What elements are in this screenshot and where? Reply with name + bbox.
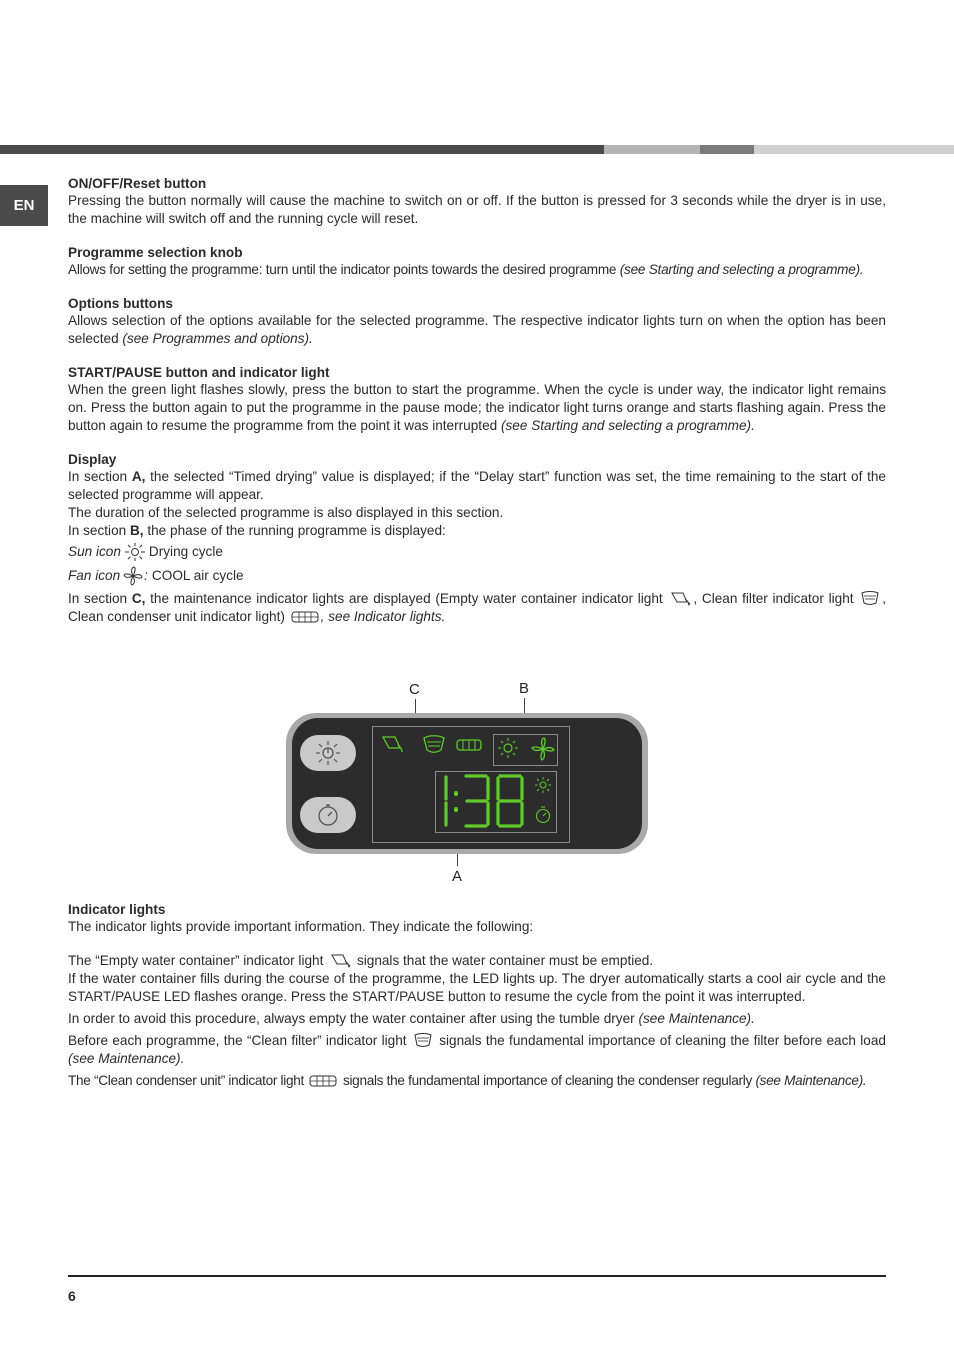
section-body: Pressing the button normally will cause the machine to switch on or off. If the button is pressed for 3 seconds while the dryer is in use, the machine will switch off and the running cycle will reset. — [68, 193, 886, 226]
section-letter-b: B, — [129, 523, 144, 538]
header-color-bar — [0, 145, 954, 154]
cross-reference: (see Maintenance). — [755, 1073, 867, 1088]
body-text: Allows selection of the options available for the selected programme. The respective indicator lights turn on when the option has been selected — [68, 313, 886, 346]
delay-timer-button[interactable] — [300, 797, 356, 833]
filter-icon — [413, 1032, 433, 1048]
section-title: ON/OFF/Reset button — [68, 176, 207, 191]
text: The “Empty water container” indicator light — [68, 953, 324, 968]
text: In section — [68, 469, 128, 484]
indicator-filter — [68, 1032, 886, 1068]
section-body — [68, 381, 886, 435]
indicator-condenser — [68, 1072, 886, 1090]
section-title: START/PAUSE button and indicator light — [68, 365, 330, 380]
section-body — [68, 312, 886, 348]
text: signals the fundamental importance of cleaning the filter before each load — [439, 1033, 886, 1048]
label-a: A — [452, 868, 463, 885]
condenser-led-icon — [456, 738, 482, 752]
section-display — [68, 451, 886, 626]
control-panel-diagram — [280, 676, 660, 886]
section-letter-a: A, — [131, 469, 146, 484]
filter-led-icon — [422, 734, 446, 754]
sun-icon — [123, 542, 147, 562]
cross-reference: , see Indicator lights. — [320, 609, 446, 624]
text: , Clean filter indicator light — [693, 591, 854, 606]
cross-reference: (see Maintenance). — [638, 1011, 755, 1026]
cross-reference: (see Maintenance). — [68, 1051, 185, 1066]
text: signals the fundamental importance of cleaning the condenser regularly — [342, 1073, 752, 1088]
timed-drying-sun-led-icon — [533, 776, 553, 794]
main-content — [68, 175, 886, 642]
page-number: 6 — [68, 1288, 76, 1304]
timer-icon — [315, 802, 341, 828]
filter-icon — [860, 590, 880, 606]
fan-led-icon — [531, 737, 555, 761]
indicator-avoid — [68, 1010, 886, 1028]
cross-reference: (see Programmes and options). — [122, 331, 313, 346]
text: Before each programme, the “Clean filter” indicator light — [68, 1033, 407, 1048]
bar-segment-pale — [754, 145, 954, 154]
footer-rule — [68, 1275, 886, 1277]
text: In section — [68, 523, 127, 538]
condenser-icon — [309, 1074, 337, 1088]
display-line-c — [68, 590, 886, 626]
section-title: Options buttons — [68, 296, 173, 311]
text: the maintenance indicator lights are displayed (Empty water container indicator light — [150, 591, 663, 606]
text: The “Clean condenser unit” indicator light — [68, 1073, 304, 1088]
bar-segment-dark — [0, 145, 604, 154]
water-container-icon — [329, 952, 351, 968]
condenser-icon — [291, 610, 319, 624]
fan-icon-description: COOL air cycle — [151, 568, 244, 583]
sun-led-icon — [496, 737, 520, 759]
fan-icon-line — [68, 566, 886, 586]
water-container-led-icon — [380, 734, 406, 756]
section-title: Display — [68, 452, 117, 467]
text: the selected “Timed drying” value is displayed; if the “Delay start” function was set, the time remaining to the start of the selected programme will appear. — [68, 469, 886, 502]
text: the phase of the running programme is displayed: — [147, 523, 446, 538]
indicator-intro: The indicator lights provide important information. They indicate the following: — [68, 919, 534, 934]
label-b: B — [519, 680, 530, 697]
indicator-water-detail: If the water container fills during the course of the programme, the LED lights up. The dryer automatically starts a cool air cycle and the START/PAUSE LED flashes orange. Press the START/PAUSE button to resume the cycle from the point it was interrupted. — [68, 971, 886, 1004]
body-text: Allows for setting the programme: turn until the indicator points towards the desired programme — [68, 262, 617, 277]
body-text: When the green light flashes slowly, press the button to start the programme. When the cycle is under way, the indicator light remains on. Press the button again to put the programme in the pause mode; the indicator light turns orange and starts flashing again. Press the button again to resume the programme from the point it was interrupted — [68, 382, 886, 433]
time-display — [440, 773, 528, 829]
fan-icon-colon: : — [144, 568, 148, 583]
fan-icon-label: Fan icon — [68, 568, 121, 583]
cross-reference: (see Starting and selecting a programme). — [500, 418, 755, 433]
indicator-lights-section — [68, 901, 886, 1090]
text: signals that the water container must be emptied. — [356, 953, 654, 968]
sun-icon-line — [68, 542, 886, 562]
display-line-duration: The duration of the selected programme is also displayed in this section. — [68, 505, 504, 520]
text: In section — [68, 591, 128, 606]
section-title: Programme selection knob — [68, 245, 243, 260]
bar-segment-mid — [700, 145, 754, 154]
delay-timer-led-icon — [534, 805, 552, 825]
display-line-b — [68, 522, 886, 540]
label-c: C — [409, 681, 420, 698]
water-container-icon — [669, 590, 691, 606]
display-line-a — [68, 468, 886, 504]
bar-segment-light — [604, 145, 700, 154]
section-onoff — [68, 175, 886, 228]
section-startpause — [68, 364, 886, 435]
section-title: Indicator lights — [68, 902, 166, 917]
sun-icon-label: Sun icon — [68, 544, 121, 559]
sun-icon-description: Drying cycle — [148, 544, 223, 559]
text: In order to avoid this procedure, always empty the water container after using the tumble dryer — [68, 1011, 635, 1026]
section-knob — [68, 244, 886, 279]
text: , Clean condenser unit indicator light) — [68, 591, 887, 624]
power-sun-icon — [313, 740, 343, 766]
spacer — [68, 936, 886, 952]
language-tab: EN — [0, 185, 48, 226]
section-options — [68, 295, 886, 348]
cross-reference: (see Starting and selecting a programme). — [619, 262, 864, 277]
section-body — [68, 261, 886, 279]
onoff-button[interactable] — [300, 735, 356, 771]
indicator-water-line — [68, 952, 886, 970]
section-letter-c: C, — [131, 591, 146, 606]
fan-icon — [122, 566, 144, 586]
seven-segment-digits — [440, 773, 528, 829]
